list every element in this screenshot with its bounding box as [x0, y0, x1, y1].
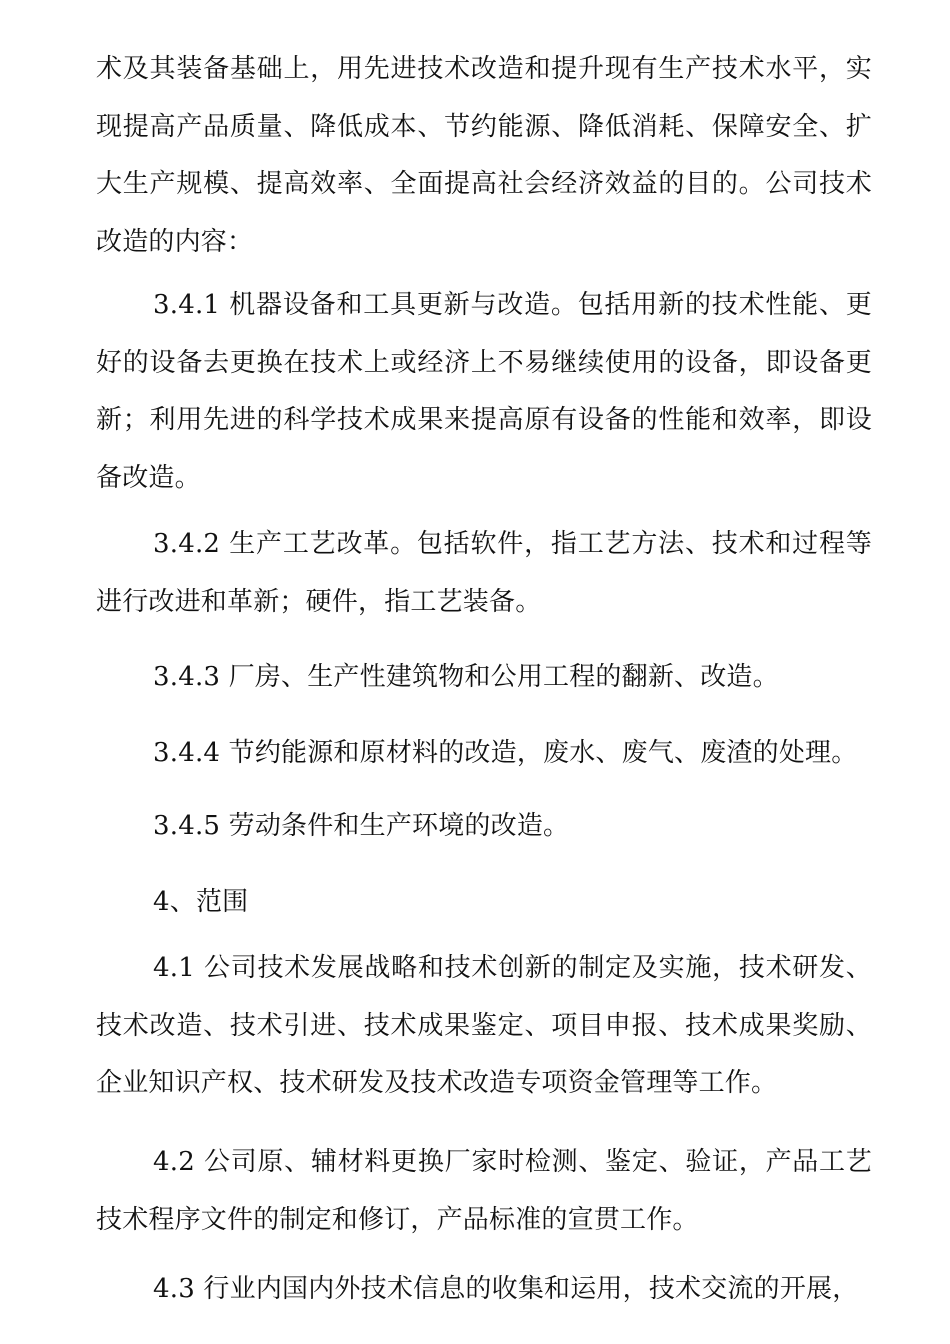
paragraph-4-2: 4.2 公司原、辅材料更换厂家时检测、鉴定、验证，产品工艺技术程序文件的制定和修订，产品标准的宣贯工作。	[96, 1147, 872, 1235]
paragraph-4-1: 4.1 公司技术发展战略和技术创新的制定及实施，技术研发、技术改造、技术引进、技术成果鉴定、项目申报、技术成果奖励、企业知识产权、技术研发及技术改造专项资金管理等工作。	[96, 953, 872, 1098]
paragraph-4-3: 4.3 行业内国内外技术信息的收集和运用，技术交流的开展，	[153, 1274, 859, 1304]
section-heading-scope: 4、范围	[153, 887, 249, 917]
paragraph-intro-continued: 术及其装备基础上，用先进技术改造和提升现有生产技术水平，实现提高产品质量、降低成本、节约能源、降低消耗、保障安全、扩大生产规模、提高效率、全面提高社会经济效益的目的。公司技术改造的内容：	[96, 54, 872, 257]
paragraph-3-4-3: 3.4.3 厂房、生产性建筑物和公用工程的翻新、改造。	[153, 662, 779, 692]
paragraph-3-4-1: 3.4.1 机器设备和工具更新与改造。包括用新的技术性能、更好的设备去更换在技术上或经济上不易继续使用的设备，即设备更新；利用先进的科学技术成果来提高原有设备的性能和效率，即设备改造。	[96, 290, 872, 493]
paragraph-3-4-2: 3.4.2 生产工艺改革。包括软件，指工艺方法、技术和过程等进行改进和革新；硬件，指工艺装备。	[96, 529, 872, 617]
paragraph-3-4-5: 3.4.5 劳动条件和生产环境的改造。	[153, 811, 570, 841]
paragraph-3-4-4: 3.4.4 节约能源和原材料的改造，废水、废气、废渣的处理。	[153, 738, 858, 768]
